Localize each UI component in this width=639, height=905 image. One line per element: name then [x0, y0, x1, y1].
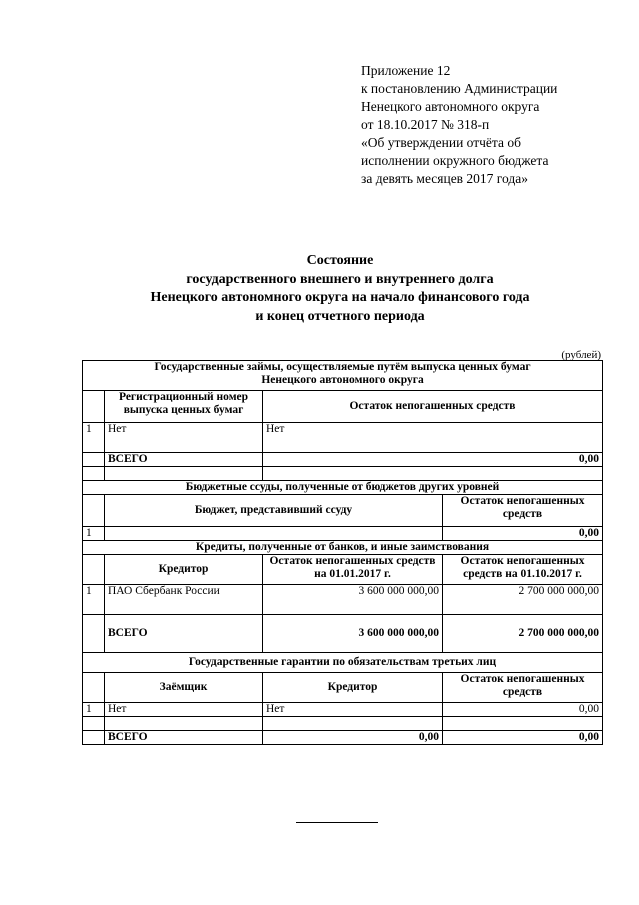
title-line: и конец отчетного периода	[255, 308, 425, 324]
blank-cell	[83, 731, 105, 745]
borrower-cell: Нет	[105, 703, 263, 717]
section2-heading: Бюджетные ссуды, полученные от бюджетов других уровней	[83, 481, 603, 495]
table-row	[83, 703, 603, 717]
section3-column-header-row	[83, 555, 603, 585]
appendix-line: Приложение 12	[361, 63, 451, 78]
units-label: (рублей)	[561, 349, 601, 361]
title-line: Ненецкого автономного округа на начало финансового года	[150, 290, 530, 305]
total-row	[83, 453, 603, 467]
appendix-line: от 18.10.2017 № 318-п	[361, 117, 490, 132]
reg-number-cell: Нет	[105, 423, 263, 453]
spacer-row	[83, 717, 603, 731]
col-balance-end: Остаток непогашенных средств на 01.10.2017 г.	[443, 555, 603, 585]
blank-cell	[83, 615, 105, 653]
section3-heading-row	[83, 541, 603, 555]
debt-table	[82, 360, 603, 745]
appendix-line: за девять месяцев 2017 года»	[361, 171, 528, 186]
appendix-line: Ненецкого автономного округа	[361, 99, 540, 114]
total-label: ВСЕГО	[105, 731, 263, 745]
section4-column-header-row	[83, 673, 603, 703]
section1-heading-line1: Государственные займы, осуществляемые путём выпуска ценных бумаг	[154, 361, 531, 373]
blank-cell	[83, 673, 105, 703]
col-reg-number: Регистрационный номер выпуска ценных бумаг	[105, 391, 263, 423]
section4-heading-row	[83, 653, 603, 673]
total-row	[83, 615, 603, 653]
section1-column-header-row	[83, 391, 603, 423]
row-number: 1	[83, 423, 105, 453]
total-row	[83, 731, 603, 745]
col-balance: Остаток непогашенных средств	[263, 391, 603, 423]
section4-heading: Государственные гарантии по обязательствам третьих лиц	[83, 653, 603, 673]
blank-cell	[83, 555, 105, 585]
table-row	[83, 585, 603, 615]
total-value: 0,00	[263, 453, 603, 467]
creditor-cell: Нет	[263, 703, 443, 717]
section1-heading-row	[83, 361, 603, 391]
section1-heading	[83, 361, 603, 391]
title-line: государственного внешнего и внутреннего долга	[186, 271, 494, 287]
balance-end-cell: 2 700 000 000,00	[443, 585, 603, 615]
blank-cell	[83, 391, 105, 423]
row-number: 1	[83, 527, 105, 541]
signature-line	[296, 822, 378, 823]
appendix-line: «Об утверждении отчёта об	[361, 135, 521, 150]
section2-heading-row	[83, 481, 603, 495]
balance-cell: Нет	[263, 423, 603, 453]
blank-cell	[83, 453, 105, 467]
blank-cell	[83, 495, 105, 527]
row-number: 1	[83, 585, 105, 615]
total-balance: 0,00	[443, 731, 603, 745]
section3-heading: Кредиты, полученные от банков, и иные заимствования	[83, 541, 603, 555]
table-row	[83, 527, 603, 541]
appendix-line: к постановлению Администрации	[361, 81, 558, 96]
total-end: 2 700 000 000,00	[443, 615, 603, 653]
col-creditor: Кредитор	[105, 555, 263, 585]
creditor-cell: ПАО Сбербанк России	[105, 585, 263, 615]
section2-column-header-row	[83, 495, 603, 527]
appendix-block	[361, 62, 621, 188]
budget-cell	[105, 527, 443, 541]
total-start: 3 600 000 000,00	[263, 615, 443, 653]
row-number: 1	[83, 703, 105, 717]
total-label: ВСЕГО	[105, 453, 263, 467]
table-row	[83, 423, 603, 453]
total-creditor: 0,00	[263, 731, 443, 745]
col-borrower: Заёмщик	[105, 673, 263, 703]
spacer-row	[83, 467, 603, 481]
col-balance-start: Остаток непогашенных средств на 01.01.2017 г.	[263, 555, 443, 585]
title-line: Состояние	[306, 253, 374, 268]
col-balance: Остаток непогашенных средств	[443, 673, 603, 703]
balance-cell: 0,00	[443, 703, 603, 717]
appendix-line: исполнении окружного бюджета	[361, 153, 549, 168]
document-title	[80, 252, 600, 326]
col-creditor: Кредитор	[263, 673, 443, 703]
balance-cell: 0,00	[443, 527, 603, 541]
col-budget: Бюджет, представивший ссуду	[105, 495, 443, 527]
col-balance: Остаток непогашенных средств	[443, 495, 603, 527]
section1-heading-line2: Ненецкого автономного округа	[261, 374, 424, 386]
balance-start-cell: 3 600 000 000,00	[263, 585, 443, 615]
total-label: ВСЕГО	[105, 615, 263, 653]
